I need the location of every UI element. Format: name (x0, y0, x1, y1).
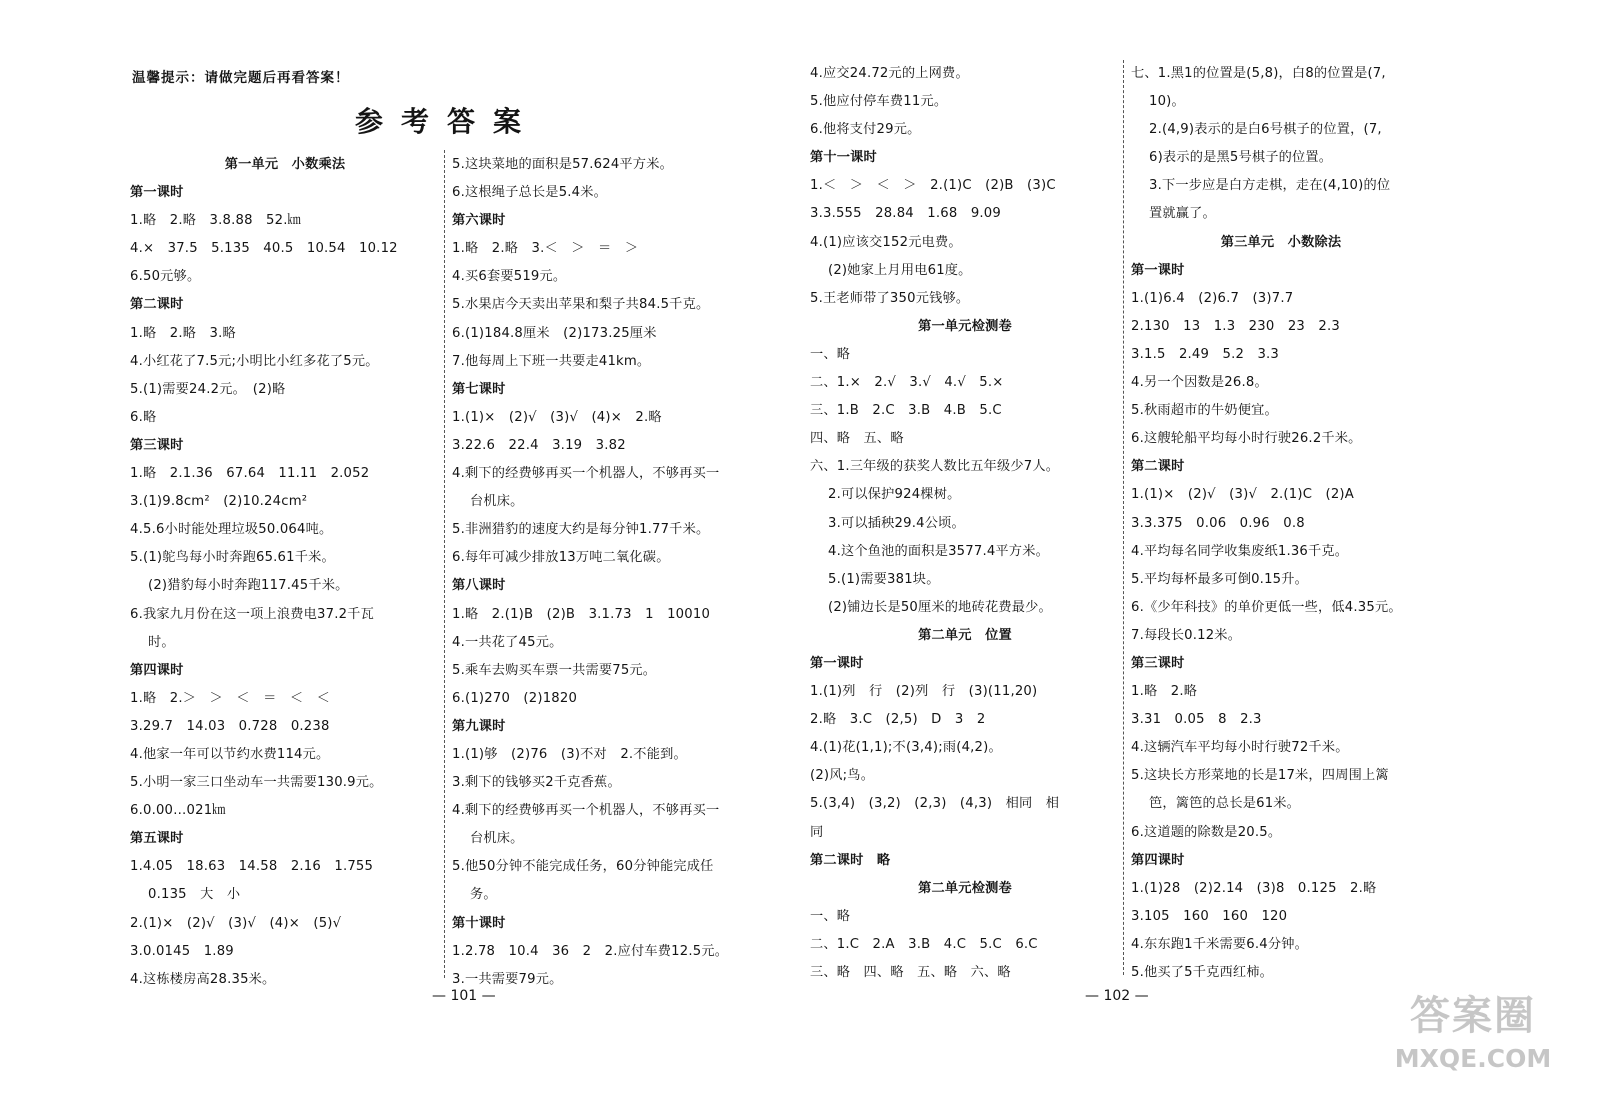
answer-line: 4.× 37.5 5.135 40.5 10.54 10.12 (130, 241, 398, 257)
answer-line: 2.(1)× (2)√ (3)√ (4)× (5)√ (130, 915, 342, 931)
answer-line: 1.略 2.(1)B (2)B 3.1.73 1 10010 (452, 606, 711, 622)
answer-column-4 (1131, 60, 1431, 987)
lesson-heading: 第二课时 略 (810, 852, 891, 868)
answer-line: 6.(1)184.8厘米 (2)173.25厘米 (452, 325, 657, 341)
answer-line: 1.略 2.＞ ＞ ＜ ＝ ＜ ＜ (130, 690, 331, 706)
answer-line: 4.5.6小时能处理垃圾50.064吨。 (130, 522, 333, 538)
answer-line: 5.(1)需要381块。 (828, 571, 940, 587)
answer-line: 3.0.0145 1.89 (130, 943, 234, 959)
answer-line: 三、略 四、略 五、略 六、略 (810, 965, 1011, 980)
answer-line: 3.可以插秧29.4公顷。 (828, 515, 965, 531)
answer-line: 置就赢了。 (1149, 206, 1216, 222)
lesson-heading: 第五课时 (130, 831, 184, 847)
answer-line: 6.略 (130, 409, 157, 425)
answer-line: 笆，篱笆的总长是61米。 (1149, 796, 1301, 812)
answer-line: (2)铺边长是50厘米的地砖花费最少。 (828, 599, 1052, 615)
tip-text: 温馨提示：请做完题后再看答案！ (132, 70, 350, 86)
answer-line: 6.这根绳子总长是5.4米。 (452, 185, 608, 201)
answer-line: 一、略 (810, 346, 851, 362)
column-separator (444, 150, 445, 978)
answer-line: 6)表示的是黑5号棋子的位置。 (1149, 150, 1333, 166)
answer-line: 3.105 160 160 120 (1131, 908, 1288, 924)
answer-line: 1.4.05 18.63 14.58 2.16 1.755 (130, 859, 374, 875)
answer-line: 1.略 2.略 3.＜ ＞ ＝ ＞ (452, 241, 639, 257)
answer-line: 二、1.C 2.A 3.B 4.C 5.C 6.C (810, 936, 1038, 952)
page-number-left: — 101 — (432, 988, 496, 1004)
answer-line: 5.平均每杯最多可倒0.15升。 (1131, 571, 1309, 587)
answer-column-2 (452, 151, 767, 994)
answer-column-1 (130, 151, 440, 994)
lesson-heading: 第二课时 (1131, 459, 1185, 475)
lesson-heading: 第六课时 (452, 213, 506, 229)
answer-line: 4.应交24.72元的上网费。 (810, 66, 969, 81)
answer-line: 4.他家一年可以节约水费114元。 (130, 746, 330, 762)
answer-line: 3.(1)9.8cm² (2)10.24cm² (130, 494, 308, 510)
answer-line: 5.他50分钟不能完成任务，60分钟能完成任 (452, 859, 714, 875)
answer-line: 5.他买了5千克西红柿。 (1131, 965, 1274, 980)
answer-line: 1.＜ ＞ ＜ ＞ 2.(1)C (2)B (3)C (810, 178, 1056, 194)
watermark (1378, 990, 1568, 1082)
answer-line: 6.《少年科技》的单价更低一些，低4.35元。 (1131, 599, 1402, 615)
lesson-heading: 第三课时 (1131, 655, 1185, 671)
answer-line: 务。 (470, 887, 497, 903)
answer-line: 1.略 2.略 (1131, 684, 1198, 700)
lesson-heading: 第十课时 (452, 915, 506, 931)
answer-line: (2)风;鸟。 (810, 768, 875, 784)
column-separator (1123, 60, 1124, 975)
watermark-url: MXQE.COM (1394, 1044, 1552, 1073)
lesson-heading: 第九课时 (452, 718, 506, 734)
answer-line: 7.每段长0.12米。 (1131, 627, 1242, 643)
answer-line: 4.这个鱼池的面积是3577.4平方米。 (828, 543, 1049, 559)
answer-line: 1.略 2.略 3.略 (130, 325, 236, 341)
answer-line: 2.可以保护924棵树。 (828, 487, 961, 503)
answer-line: 3.剩下的钱够买2千克香蕉。 (452, 775, 621, 791)
page-title: 参考答案 (355, 105, 540, 138)
answer-line: 4.一共花了45元。 (452, 634, 563, 650)
unit-heading: 第二单元 位置 (918, 627, 1012, 643)
answer-line: 4.(1)花(1,1);不(3,4);雨(4,2)。 (810, 740, 1002, 756)
unit-heading: 第一单元 小数乘法 (224, 157, 346, 172)
lesson-heading: 第四课时 (1131, 852, 1185, 868)
answer-line: 2.(4,9)表示的是白6号棋子的位置，(7, (1149, 122, 1382, 138)
answer-line: 5.(3,4) (3,2) (2,3) (4,3) 相同 相 (810, 796, 1060, 812)
answer-line: 3.29.7 14.03 0.728 0.238 (130, 718, 330, 734)
answer-line: 二、1.× 2.√ 3.√ 4.√ 5.× (810, 375, 1004, 391)
answer-line: 台机床。 (470, 494, 524, 510)
answer-line: 1.(1)6.4 (2)6.7 (3)7.7 (1131, 290, 1294, 306)
answer-line: 4.东东跑1千米需要6.4分钟。 (1131, 936, 1309, 952)
lesson-heading: 第七课时 (452, 381, 506, 397)
answer-line: 4.剩下的经费够再买一个机器人，不够再买一 (452, 803, 720, 819)
answer-line: 1.略 2.略 3.8.88 52.㎞ (130, 213, 302, 229)
answer-line: 3.22.6 22.4 3.19 3.82 (452, 437, 626, 453)
answer-line: 1.(1)列 行 (2)列 行 (3)(11,20) (810, 684, 1038, 700)
answer-line: 4.剩下的经费够再买一个机器人，不够再买一 (452, 466, 720, 482)
answer-line: 时。 (148, 634, 175, 650)
answer-line: 4.这栋楼房高28.35米。 (130, 971, 276, 987)
answer-line: 4.这辆汽车平均每小时行驶72千米。 (1131, 740, 1349, 756)
answer-line: 5.小明一家三口坐动车一共需要130.9元。 (130, 775, 383, 791)
answer-line: 六、1.三年级的获奖人数比五年级少7人。 (810, 459, 1060, 475)
answer-line: 四、略 五、略 (810, 431, 904, 447)
answer-line: 4.买6套要519元。 (452, 269, 567, 285)
answer-line: 1.略 2.1.36 67.64 11.11 2.052 (130, 466, 370, 482)
answer-line: 3.一共需要79元。 (452, 971, 563, 987)
lesson-heading: 第二课时 (130, 297, 184, 313)
answer-line: 3.1.5 2.49 5.2 3.3 (1131, 346, 1280, 362)
lesson-heading: 第一课时 (1131, 262, 1185, 278)
lesson-heading: 第四课时 (130, 662, 184, 678)
answer-line: 6.我家九月份在这一项上浪费电37.2千瓦 (130, 606, 374, 622)
answer-line: 台机床。 (470, 831, 524, 847)
answer-line: 5.他应付停车费11元。 (810, 94, 948, 110)
answer-line: 5.(1)需要24.2元。 (2)略 (130, 381, 286, 397)
answer-line: 5.这块长方形菜地的长是17米，四周围上篱 (1131, 768, 1389, 784)
answer-line: 1.2.78 10.4 36 2 2.应付车费12.5元。 (452, 943, 729, 959)
lesson-heading: 第三课时 (130, 437, 184, 453)
answer-line: 5.乘车去购买车票一共需要75元。 (452, 662, 657, 678)
answer-line: 6.每年可减少排放13万吨二氧化碳。 (452, 550, 670, 566)
unit-heading: 第三单元 小数除法 (1220, 234, 1342, 250)
answer-line: 1.(1)× (2)√ (3)√ 2.(1)C (2)A (1131, 487, 1355, 503)
answer-line: 6.0.00…021㎞ (130, 803, 226, 819)
answer-line: 6.这道题的除数是20.5。 (1131, 824, 1282, 840)
answer-line: 6.50元够。 (130, 269, 201, 285)
answer-line: 1.(1)28 (2)2.14 (3)8 0.125 2.略 (1131, 880, 1377, 896)
answer-line: 5.(1)鸵鸟每小时奔跑65.61千米。 (130, 550, 335, 566)
answer-line: 2.130 13 1.3 230 23 2.3 (1131, 318, 1340, 334)
answer-line: (2)她家上月用电61度。 (828, 262, 972, 278)
answer-line: 4.小红花了7.5元;小明比小红多花了5元。 (130, 353, 379, 369)
answer-line: 1.(1)× (2)√ (3)√ (4)× 2.略 (452, 409, 662, 425)
answer-column-3 (810, 60, 1120, 987)
unit-heading: 第一单元检测卷 (918, 318, 1012, 334)
answer-line: 3.3.555 28.84 1.68 9.09 (810, 206, 1001, 222)
answer-line: 6.(1)270 (2)1820 (452, 690, 578, 706)
answer-line: 5.非洲猎豹的速度大约是每分钟1.77千米。 (452, 522, 710, 538)
answer-line: 5.这块菜地的面积是57.624平方米。 (452, 157, 673, 172)
lesson-heading: 第八课时 (452, 578, 506, 594)
answer-line: 6.这艘轮船平均每小时行驶26.2千米。 (1131, 431, 1362, 447)
answer-line: 7.他每周上下班一共要走41km。 (452, 353, 651, 369)
answer-line: 4.另一个因数是26.8。 (1131, 375, 1268, 391)
answer-line: 5.秋雨超市的牛奶便宜。 (1131, 403, 1278, 419)
answer-line: 6.他将支付29元。 (810, 122, 921, 138)
answer-line: 2.略 3.C (2,5) D 3 2 (810, 712, 986, 728)
answer-line: 5.王老师带了350元钱够。 (810, 290, 970, 306)
answer-line: 一、略 (810, 908, 851, 924)
answer-line: 5.水果店今天卖出苹果和梨子共84.5千克。 (452, 297, 710, 313)
answer-line: 三、1.B 2.C 3.B 4.B 5.C (810, 403, 1002, 419)
unit-heading: 第二单元检测卷 (918, 880, 1012, 896)
answer-line: 4.(1)应该交152元电费。 (810, 234, 962, 250)
answer-line: 4.平均每名同学收集废纸1.36千克。 (1131, 543, 1349, 559)
answer-line: 3.3.375 0.06 0.96 0.8 (1131, 515, 1305, 531)
answer-line: 10)。 (1149, 94, 1185, 110)
answer-line: (2)猎豹每小时奔跑117.45千米。 (148, 578, 349, 594)
answer-line: 七、1.黑1的位置是(5,8)，白8的位置是(7, (1131, 66, 1386, 81)
answer-line: 1.(1)够 (2)76 (3)不对 2.不能到。 (452, 746, 687, 762)
lesson-heading: 第一课时 (810, 655, 864, 671)
page-number-right: — 102 — (1085, 988, 1149, 1004)
answer-line: 同 (810, 824, 824, 840)
watermark-logo: 答案圈 (1410, 993, 1536, 1039)
lesson-heading: 第十一课时 (810, 150, 877, 166)
lesson-heading: 第一课时 (130, 185, 184, 201)
answer-line: 3.下一步应是白方走棋，走在(4,10)的位 (1149, 178, 1391, 194)
answer-line: 3.31 0.05 8 2.3 (1131, 712, 1262, 728)
answer-line: 0.135 大 小 (148, 887, 241, 903)
